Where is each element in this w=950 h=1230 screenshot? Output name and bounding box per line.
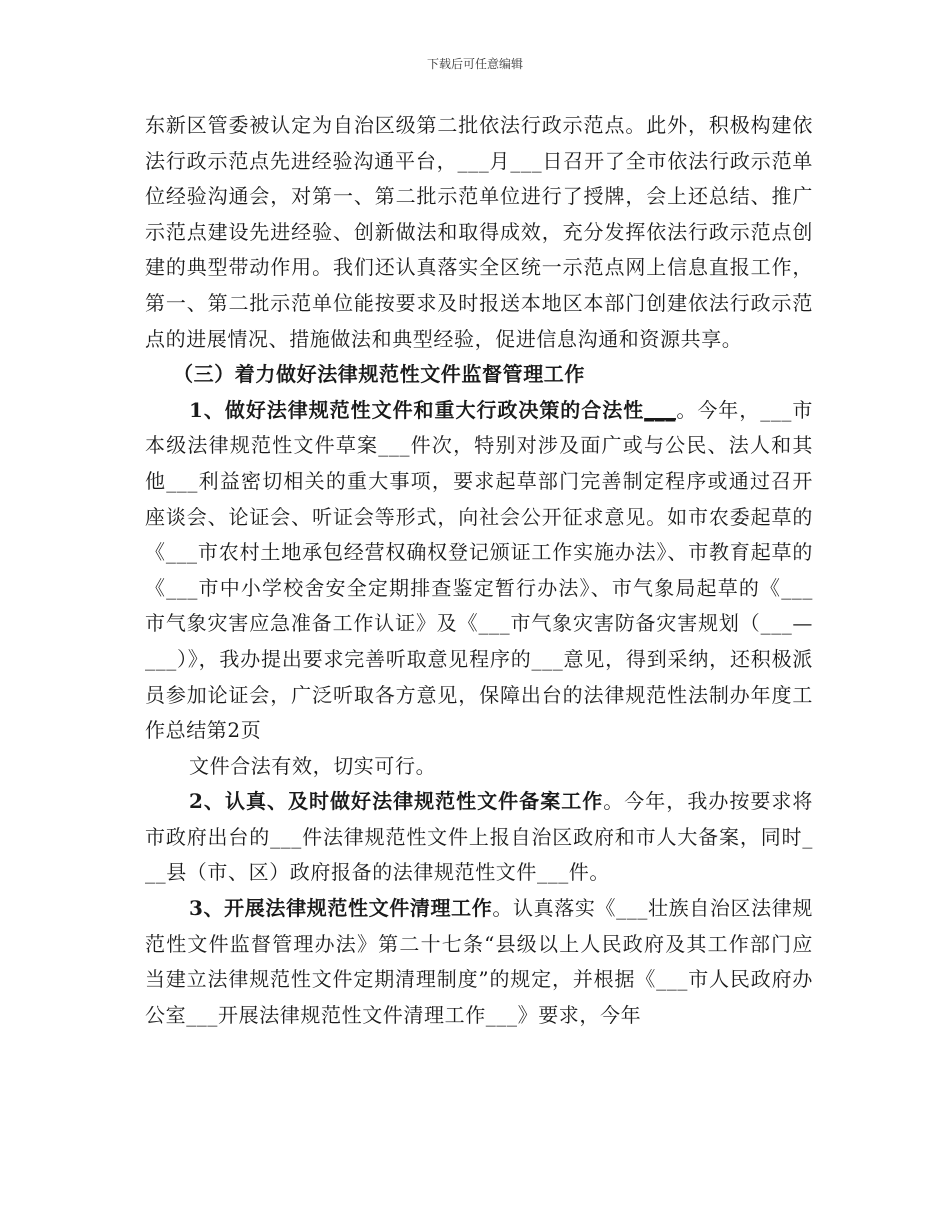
item-2-body: 。今年，我办按要求将市政府出台的___件法律规范性文件上报自治区政府和市人大备案，同时___县（市、区）政府报备的法律规范性文件___件。: [145, 789, 813, 885]
item-3-title: 3、开展法律规范性文件清理工作: [189, 896, 493, 921]
paragraph-item-1: [145, 393, 813, 749]
document-body: [145, 108, 813, 1033]
paragraph-continuation: 文件合法有效，切实可行。: [189, 753, 437, 778]
paragraph-item-2: [145, 784, 813, 891]
item-1-title: 1、做好法律规范性文件和重大行政决策的合法性: [189, 397, 645, 422]
paragraph-item-3: [145, 891, 813, 1033]
item-1-body: 。今年，___市本级法律规范性文件草案___件次，特别对涉及面广或与公民、法人和其他___利益密切相关的重大事项，要求起草部门完善制定程序或通过召开座谈会、论证会、听证会等形式，向社会公开征求意见。如市农委起草的《___市农村土地承包经营权确权登记颁证工作实施办法》、市教育起草的《___市中小学校舍安全定期排查鉴定暂行办法》、市气象局起草的《___市气象灾害应急准备工作认证》及《___市气象灾害防备灾害规划（___—___）》，我办提出要求完善听取意见程序的___意见，得到采纳，还积极派员参加论证会，广泛听取各方意见，保障出台的法律规范性法制办年度工作总结第2页: [145, 397, 813, 743]
page-header-note: 下载后可任意编辑: [426, 57, 523, 71]
paragraph-demonstration-sites: 东新区管委被认定为自治区级第二批依法行政示范点。此外，积极构建依法行政示范点先进经验沟通平台，___月___日召开了全市依法行政示范单位经验沟通会，对第一、第二批示范单位进行了授牌，会上还总结、推广示范点建设先进经验、创新做法和取得成效，充分发挥依法行政示范点创建的典型带动作用。我们还认真落实全区统一示范点网上信息直报工作，第一、第二批示范单位能按要求及时报送本地区本部门创建依法行政示范点的进展情况、措施做法和典型经验，促进信息沟通和资源共享。: [145, 113, 813, 351]
item-1-title-blank: ___: [644, 397, 676, 422]
section-heading-3: （三）着力做好法律规范性文件监督管理工作: [173, 362, 585, 387]
item-3-body: 。认真落实《___壮族自治区法律规范性文件监督管理办法》第二十七条“县级以上人民政府及其工作部门应当建立法律规范性文件定期清理制度”的规定，并根据《___市人民政府办公室___开展法律规范性文件清理工作___》要求，今年: [145, 896, 813, 1027]
item-2-title: 2、认真、及时做好法律规范性文件备案工作: [189, 789, 604, 814]
